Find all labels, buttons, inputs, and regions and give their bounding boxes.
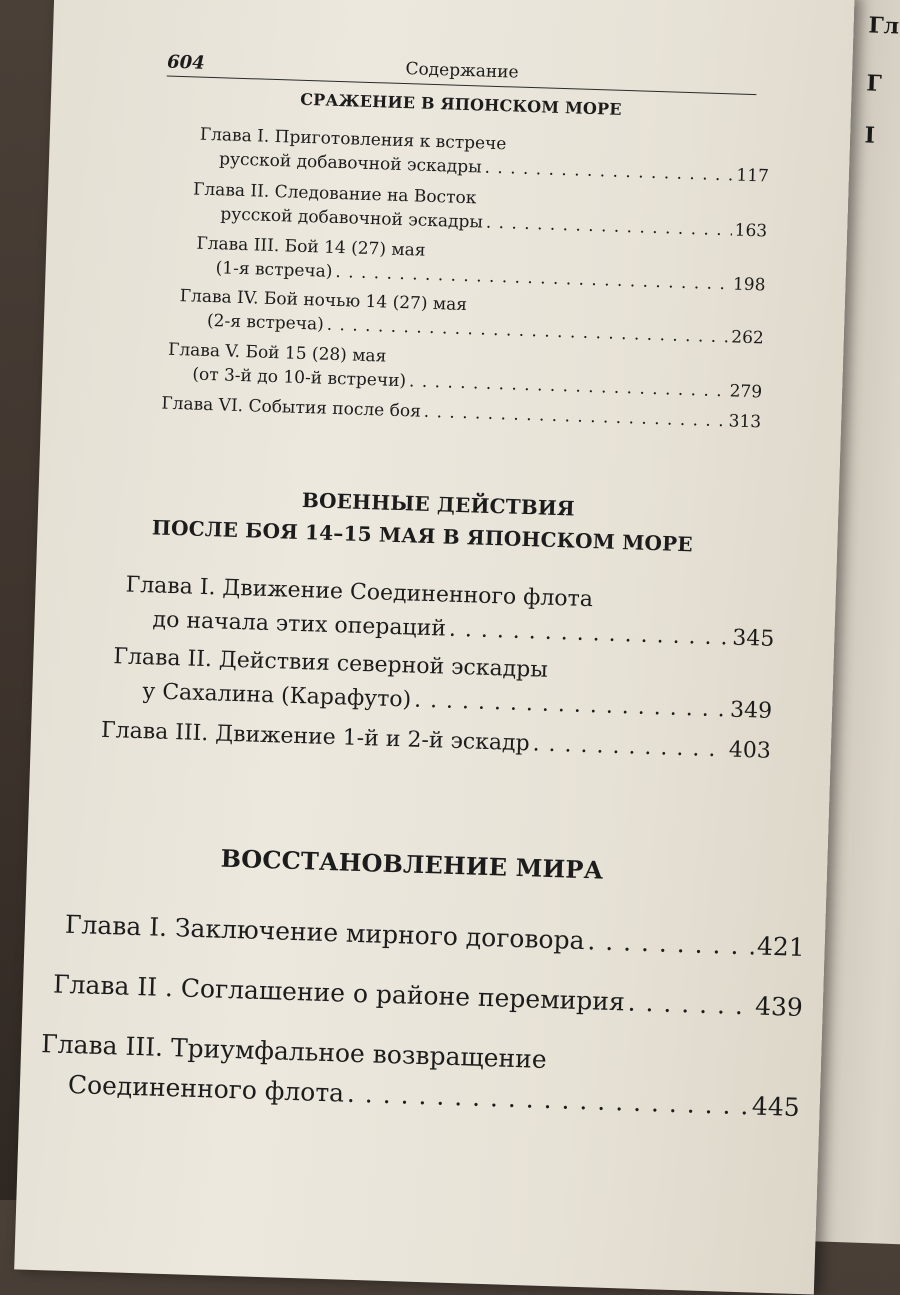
leader-dots xyxy=(587,921,755,966)
entry-title: Глава III. Триумфальное возвращение xyxy=(40,1029,548,1074)
next-page-fragment: Г xyxy=(865,70,883,97)
book-page xyxy=(14,0,854,1294)
leader-dots xyxy=(532,727,726,767)
entry-page: 445 xyxy=(751,1091,801,1122)
next-page-fragment: Гл xyxy=(868,12,900,40)
entry-page: 345 xyxy=(731,625,775,652)
entry-title: Глава V. Бой 15 (28) мая xyxy=(167,339,387,367)
entry-title: Глава I. Заключение мирного договора xyxy=(64,909,585,956)
table-of-contents xyxy=(14,0,854,1294)
entry-page: 313 xyxy=(728,411,762,433)
entry-title: Глава I. Движение Соединенного флота xyxy=(125,572,594,613)
entry-title-cont: русской добавочной эскадры xyxy=(218,149,482,178)
entry-page: 421 xyxy=(756,931,806,963)
entry-title-cont: (2-я встреча) xyxy=(206,310,325,335)
entry-title: Глава VI. События после боя xyxy=(161,393,422,422)
entry-title: Глава I. Приготовления к встрече xyxy=(199,124,507,155)
entry-page: 279 xyxy=(729,381,763,403)
toc-entry xyxy=(199,123,770,189)
entry-title-cont: до начала этих операций xyxy=(152,607,447,642)
entry-page: 117 xyxy=(736,165,770,187)
entry-title-cont: (1-я встреча) xyxy=(215,258,333,282)
entry-title-cont: Соединенного флота xyxy=(67,1069,345,1108)
entry-page: 262 xyxy=(731,327,765,349)
section-title: ПОСЛЕ БОЯ 14–15 МАЯ В ЯПОНСКОМ МОРЕ xyxy=(151,515,694,557)
entry-title-cont: (от 3-й до 10-й встречи) xyxy=(192,364,407,392)
next-page-fragment: I xyxy=(864,122,876,149)
leader-dots xyxy=(627,983,753,1027)
entry-title-cont: русской добавочной эскадры xyxy=(220,204,484,233)
section-title: СРАЖЕНИЕ В ЯПОНСКОМ МОРЕ xyxy=(299,89,622,119)
entry-title: Глава IV. Бой ночью 14 (27) мая xyxy=(179,286,468,316)
entry-page: 349 xyxy=(729,697,773,724)
entry-page: 439 xyxy=(754,991,804,1022)
toc-entry xyxy=(64,905,805,968)
toc-entry xyxy=(39,1024,801,1128)
page-number: 604 xyxy=(166,51,206,74)
toc-entry xyxy=(53,964,804,1028)
leader-dots xyxy=(423,400,726,433)
entry-title: Глава II . Соглашение о районе перемирия xyxy=(52,969,626,1017)
entry-page: 163 xyxy=(734,220,768,242)
entry-title: Глава II. Действия северной эскадры xyxy=(113,644,549,683)
entry-title-cont: у Сахалина (Карафуто) xyxy=(141,679,412,713)
section-title: ВОССТАНОВЛЕНИЕ МИРА xyxy=(220,843,604,885)
entry-title: Глава III. Движение 1-й и 2-й эскадр xyxy=(100,717,531,757)
running-title: Содержание xyxy=(405,59,519,83)
entry-page: 403 xyxy=(728,737,772,764)
entry-title: Глава II. Следование на Восток xyxy=(192,179,477,209)
entry-title: Глава III. Бой 14 (27) мая xyxy=(196,233,426,261)
entry-page: 198 xyxy=(732,274,766,296)
section-title: ВОЕННЫЕ ДЕЙСТВИЯ xyxy=(301,488,576,521)
